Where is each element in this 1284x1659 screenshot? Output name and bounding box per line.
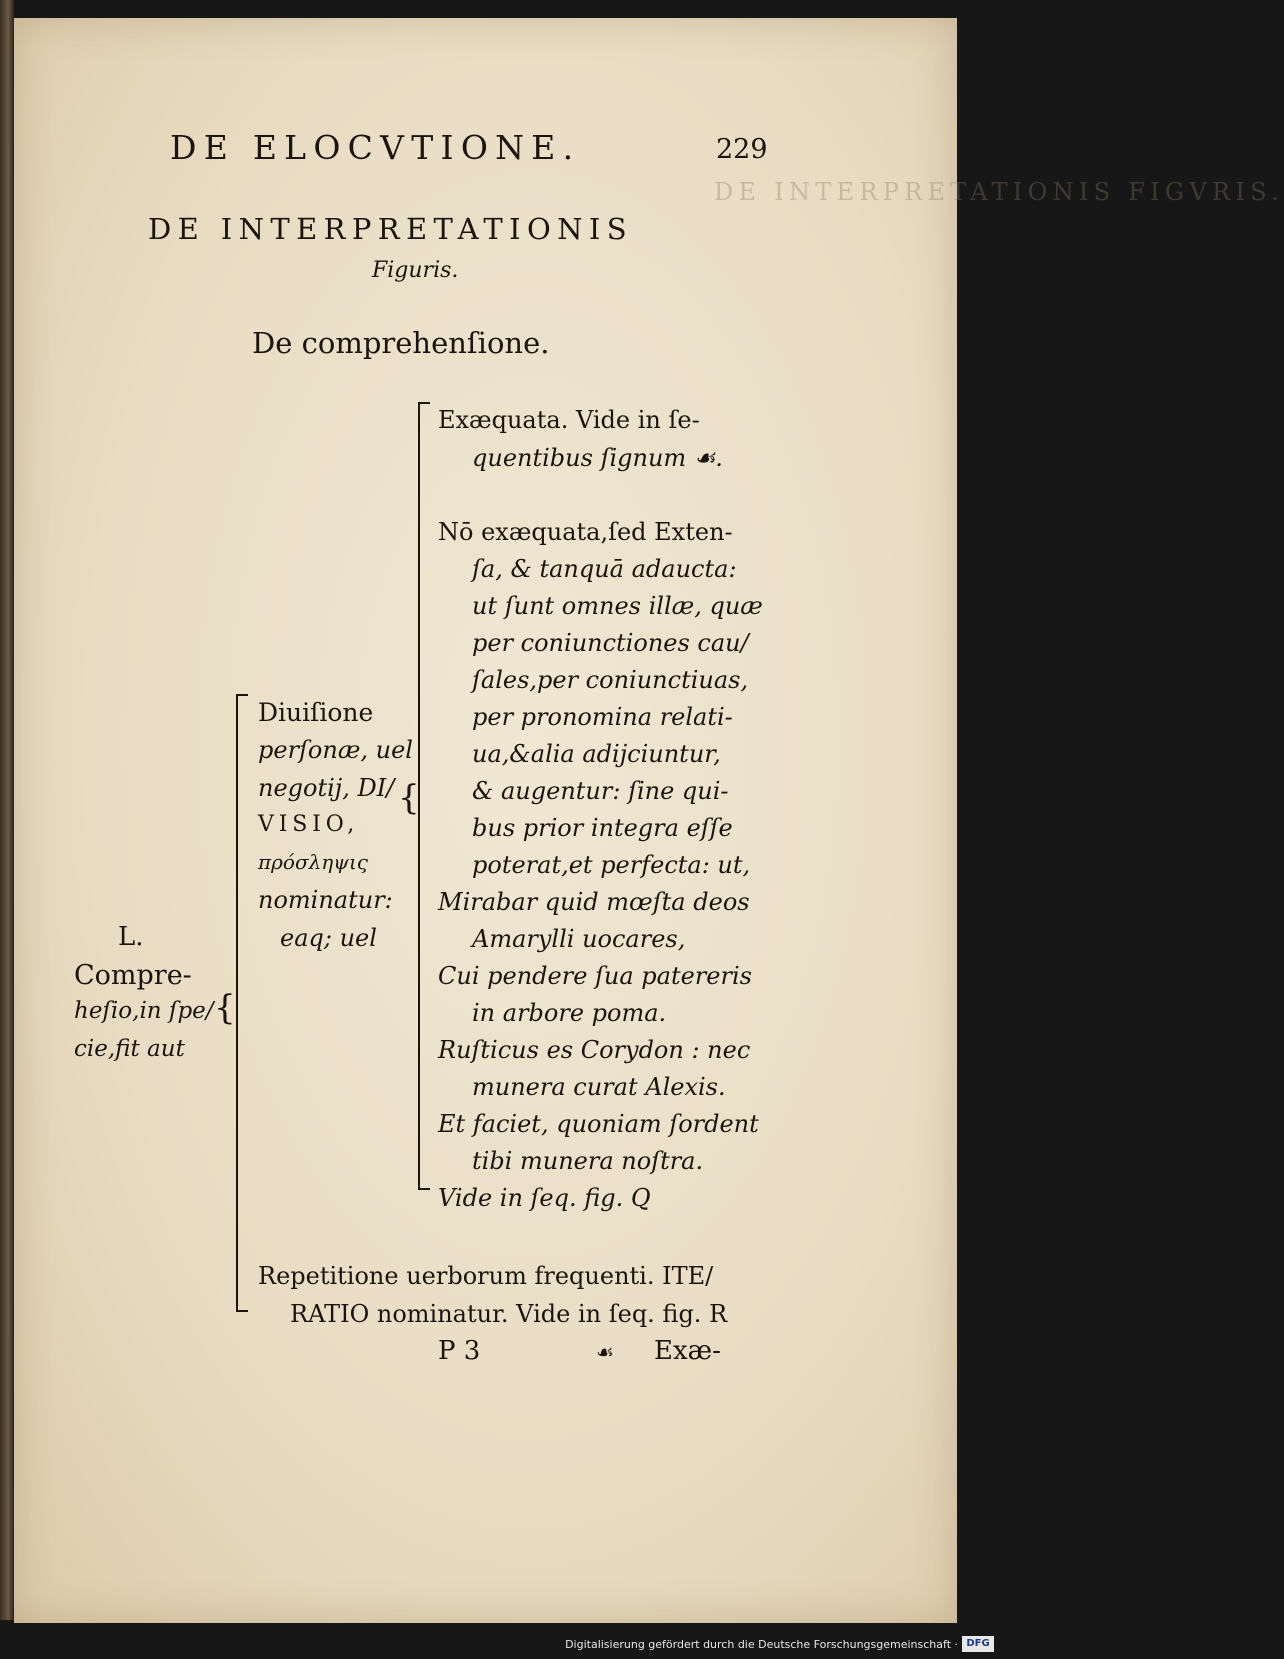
- non-exaequata-line: ua,&alia adijciuntur,: [472, 740, 721, 768]
- left-line: Compre-: [74, 960, 192, 991]
- middle-line: negotij, DI/: [258, 774, 395, 802]
- non-exaequata-line: per coniunctiones cau/: [472, 629, 749, 657]
- exaequata-line-1: Exæquata. Vide in ſe-: [438, 406, 700, 434]
- middle-line: eaq; uel: [280, 924, 377, 952]
- middle-line: Diuiſione: [258, 698, 374, 727]
- quote-line: Amarylli uocares,: [472, 925, 686, 953]
- non-exaequata-line: ut ſunt omnes illæ, quæ: [472, 592, 763, 620]
- quote-line: Mirabar quid mœſta deos: [438, 888, 750, 916]
- exaequata-line-2: quentibus ſignum ☙.: [472, 444, 723, 472]
- non-exaequata-line: per pronomina relati-: [472, 703, 733, 731]
- catchword: Exæ-: [654, 1336, 721, 1366]
- repetition-line: RATIO nominatur. Vide in ſeq. fig. R: [290, 1300, 728, 1328]
- dfg-logo: DFG: [962, 1636, 994, 1652]
- quote-line: tibi munera noſtra.: [472, 1147, 704, 1175]
- quote-line: Cui pendere ſua patereris: [438, 962, 752, 990]
- footer-credit: Digitalisierung gefördert durch die Deutsche Forschungsgemeinschaft ·: [565, 1638, 958, 1651]
- ornament-glyph: ☙: [596, 1340, 614, 1364]
- middle-line-greek: πρόσληψις: [258, 850, 368, 874]
- page-number: 229: [716, 134, 768, 165]
- cross-reference: Vide in ſeq. fig. Q: [438, 1184, 651, 1212]
- signature-mark: P 3: [438, 1336, 481, 1366]
- middle-line: nominatur:: [258, 886, 393, 914]
- digitization-footer: [0, 1630, 1000, 1659]
- non-exaequata-line: ſales,per coniunctiuas,: [472, 666, 749, 694]
- non-exaequata-line: ſa, & tanquā adaucta:: [472, 555, 737, 583]
- middle-line: VISIO,: [258, 812, 360, 837]
- section-subtitle: De comprehenſione.: [252, 326, 550, 360]
- book-page: [14, 18, 1284, 1623]
- margin-marker: L.: [118, 922, 144, 952]
- brace-point-middle: {: [214, 988, 236, 1028]
- brace-middle: [236, 704, 238, 1304]
- left-line: heſio,in ſpe/: [74, 998, 214, 1024]
- quote-line: Ruſticus es Corydon : nec: [438, 1036, 751, 1064]
- left-line: cie,fit aut: [74, 1036, 185, 1062]
- repetition-line: Repetitione uerborum frequenti. ITE/: [258, 1262, 714, 1290]
- middle-line: perſonæ, uel: [258, 736, 413, 764]
- section-title-continuation: Figuris.: [372, 258, 459, 283]
- non-exaequata-line: & augentur: ſine qui-: [472, 777, 729, 805]
- section-title: DE INTERPRETATIONIS: [148, 212, 633, 246]
- non-exaequata-line: Nō exæquata,ſed Exten-: [438, 518, 733, 546]
- brace-point-right: {: [398, 778, 420, 818]
- brace-bottom-middle: [236, 1300, 248, 1312]
- quote-line: in arbore poma.: [472, 999, 667, 1027]
- non-exaequata-line: poterat,et perfecta: ut,: [472, 851, 751, 879]
- brace-bottom-right: [418, 1178, 430, 1190]
- quote-line: Et faciet, quoniam ſordent: [438, 1110, 759, 1138]
- running-title: DE ELOCVTIONE.: [170, 128, 581, 167]
- bleed-through-text: DE INTERPRETATIONIS FIGVRIS.: [714, 178, 1284, 206]
- non-exaequata-line: bus prior integra eſſe: [472, 814, 733, 842]
- book-spine-edge: [0, 0, 14, 1620]
- quote-line: munera curat Alexis.: [472, 1073, 726, 1101]
